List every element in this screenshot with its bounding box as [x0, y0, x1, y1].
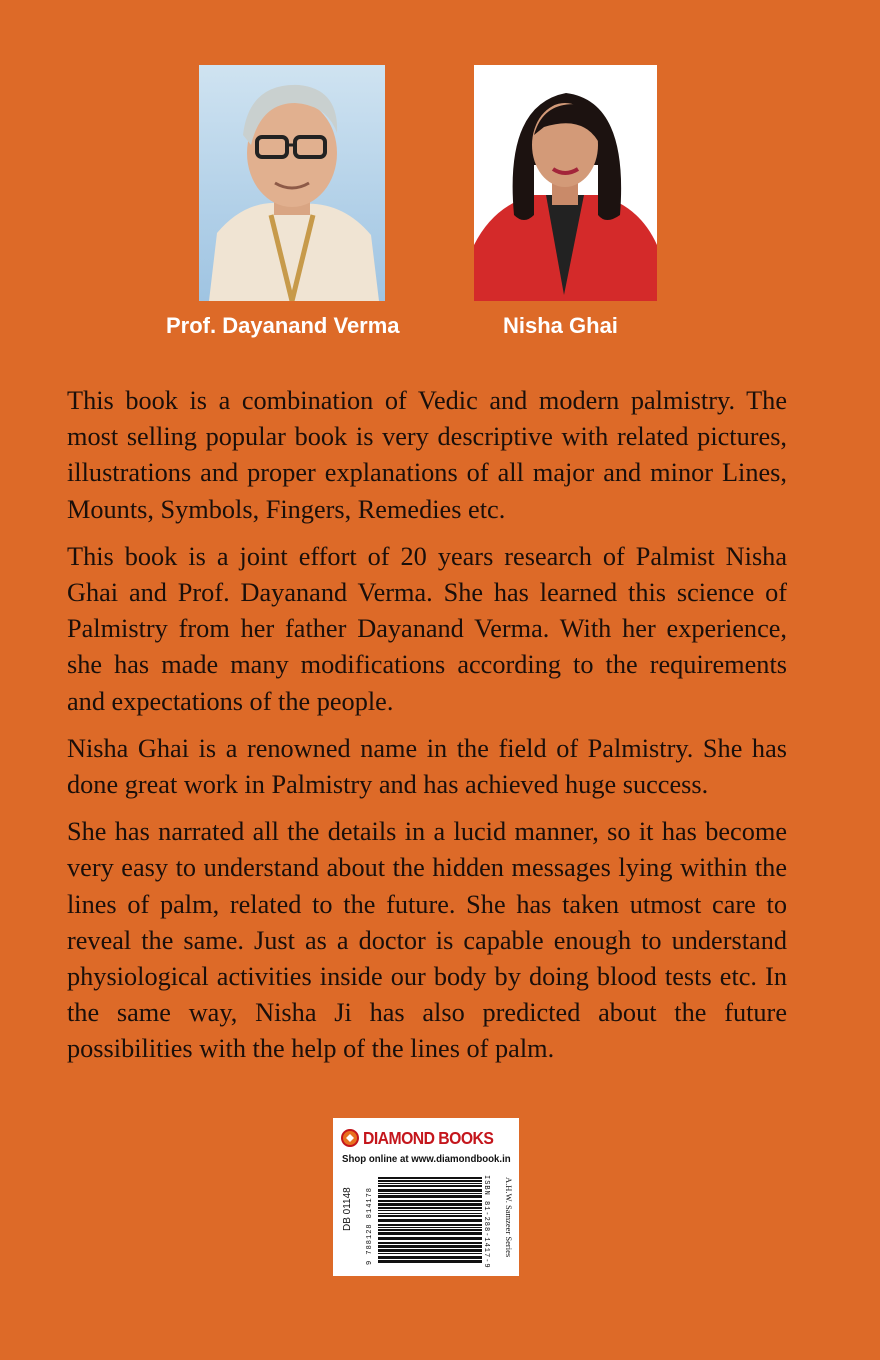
ean-digits: 9 788128 814178 [366, 1186, 374, 1265]
author-name-dayanand-verma: Prof. Dayanand Verma [166, 313, 400, 338]
barcode [338, 1173, 514, 1269]
description-paragraph: She has narrated all the details in a lucid manner, so it has become very easy to understand about the hidden messages lying within the lines of palm, related to the future. She has taken utmost care to reveal the same. Just as a doctor is capable enough to understand physiological activities inside our body by doing blood tests etc. In the same way, Nisha Ji has also predicted about the future possibilities with the help of the lines of palm. [67, 817, 787, 1064]
publisher-barcode-box [333, 1118, 519, 1276]
publisher-name: DIAMOND BOOKS [363, 1127, 494, 1148]
book-description [67, 383, 787, 1079]
author-photo-nisha-ghai [474, 65, 657, 301]
isbn-number: ISBN 81-288-1417-9 [482, 1175, 490, 1269]
publisher-brand [341, 1126, 508, 1150]
series-name: A.H.W. Samzeer Series [504, 1177, 514, 1258]
author-photo-dayanand-verma [199, 65, 385, 301]
description-paragraph: Nisha Ghai is a renowned name in the field of Palmistry. She has done great work in Palmistry and has achieved huge success. [67, 733, 787, 800]
publisher-shop-line: Shop online at www.diamondbook.in [342, 1153, 511, 1165]
description-paragraph: This book is a combination of Vedic and modern palmistry. The most selling popular book is very descriptive with related pictures, illustrations and proper explanations of all major and minor Lines, Mounts, Symbols, Fingers, Remedies etc. [67, 386, 787, 524]
description-paragraph: This book is a joint effort of 20 years research of Palmist Nisha Ghai and Prof. Dayanand Verma. She has learned this science of Palmistry from her father Dayanand Verma. With her experience, she has made many modifications according to the requirements and expectations of the people. [67, 541, 787, 716]
book-code: DB 01148 [342, 1187, 353, 1231]
author-name-nisha-ghai: Nisha Ghai [503, 313, 618, 338]
diamond-logo-icon [341, 1129, 359, 1147]
